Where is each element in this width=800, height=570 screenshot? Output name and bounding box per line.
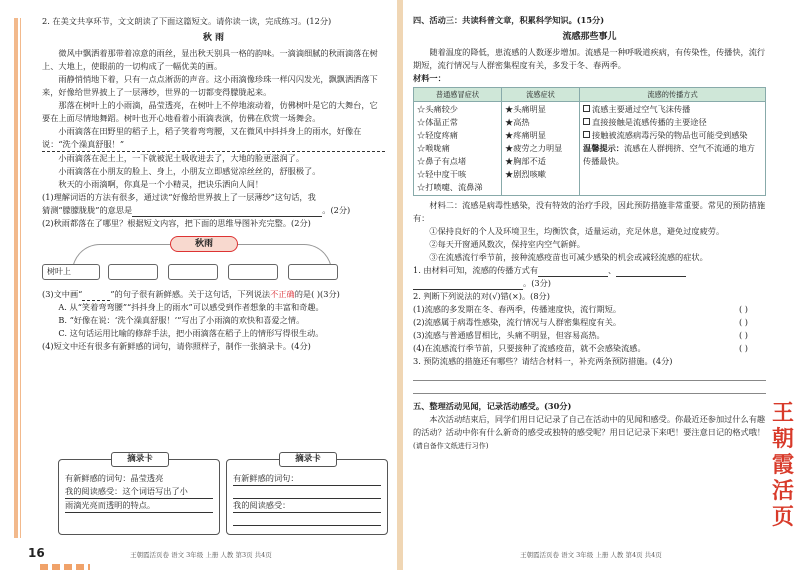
card-blank-line-3[interactable]: 我的阅读感受：: [233, 499, 381, 513]
right-page: [403, 0, 800, 570]
excerpt-card-example: [58, 454, 220, 535]
mind-map-box-4[interactable]: [228, 264, 278, 280]
measure-1: ①保持良好的个人及环境卫生，均衡饮食，适量运动，充足休息，避免过度疲劳。: [429, 226, 725, 236]
option-c[interactable]: C. 这句话运用比喻的修辞手法，把小雨滴落在稻子上的情形写得很生动。: [58, 328, 324, 338]
transmission-cell: 流感主要通过空气飞沫传播 直接接触是流感传播的主要途径 接触被流感病毒污染的物品也可能受到感染 温馨提示：流感在人群拥挤、空气不流通的地方传播最快。: [580, 102, 766, 196]
question-1-cont: 。(3分): [413, 277, 766, 290]
flu-article-title: 流感那些事儿: [562, 32, 617, 42]
right-footer: 王朝霞活页卷 语文 3年级 上册 人教 第4页 共4页: [520, 551, 662, 559]
card-blank-line-1[interactable]: 有新鲜感的词句：: [233, 472, 381, 486]
card-example-line-1: 有新鲜感的词句：晶莹透亮: [65, 473, 164, 483]
measure-3: ③在流感流行季节前，接种流感疫苗也可减少感染的机会或减轻流感的症状。: [429, 252, 708, 262]
option-b[interactable]: B. “好像在说：‘洗个澡真舒服！’”写出了小雨滴的欢快和喜爱之情。: [58, 315, 305, 325]
material-2: 材料二：流感是病毒性感染，没有特效的治疗手段，因此预防措施非常重要。常见的预防措施有：: [413, 200, 766, 223]
question-2: 2. 判断下列说法的对(√)错(×)。(8分): [413, 291, 550, 301]
page-number: 16: [28, 546, 45, 560]
paragraph-5: 小雨滴落在泥土上，一下就被泥土吸收进去了，大地的脸更滋润了。: [58, 153, 305, 163]
question-3: 3. 预防流感的措施还有哪些？请结合材料一，补充两条预防措施。(4分): [413, 356, 673, 366]
table-row: [414, 102, 766, 196]
card-blank-line-2[interactable]: [233, 486, 381, 499]
question-2-1-cont: 猜测“朦朦胧胧”的意思是 。(2分): [42, 205, 351, 215]
mind-map-box-1: 树叶上: [42, 264, 100, 280]
mind-map-box-2[interactable]: [108, 264, 158, 280]
section-5-text: 本次活动结束后，同学们用日记记录了自己在活动中的见闻和感受。你最近还参加过什么有趣的活动？活动中你有什么新奇的感受或独特的感受呢？用日记记录下来吧！要注意日记的格式哦！(请自备作文纸进行习作): [413, 414, 766, 450]
paragraph-4-marked: 小雨滴落在田野里的稻子上，稻子笑着弯弯腰，又在微风中抖抖身上的雨水，好像在说：“洗个澡真舒服！”: [42, 125, 385, 152]
flu-symptoms-cell: ★头痛明显 ★高热 ★疼痛明显 ★疲劳之力明显 ★胸部不适 ★剧烈咳嗽: [502, 102, 580, 196]
answer-blank[interactable]: [413, 280, 523, 290]
material-1-label: 材料一：: [413, 73, 446, 83]
table-header-row: [414, 88, 766, 102]
checkbox[interactable]: [583, 105, 590, 112]
flu-intro: 随着温度的降低，患流感的人数逐步增加。流感是一种呼吸道疾病，有传染性，传播快，流行期短，流行情况与人群密集程度有关，多发于冬、春两季。: [413, 47, 766, 70]
card-blank-line-4[interactable]: [233, 513, 381, 526]
measure-2: ②每天开窗通风数次，保持室内空气新鲜。: [429, 239, 585, 249]
article-title: 秋 雨: [202, 33, 225, 43]
checkbox[interactable]: [583, 118, 590, 125]
paragraph-6: 小雨滴落在小朋友的脸上、身上，小朋友立即感觉凉丝丝的，舒服极了。: [58, 166, 321, 176]
mind-map-center: 秋雨: [170, 236, 238, 252]
excerpt-card-blank: [226, 454, 388, 535]
mind-map-box-3[interactable]: [168, 264, 218, 280]
answer-lines[interactable]: [413, 368, 766, 394]
flu-table: [413, 87, 766, 196]
paragraph-3: 那落在树叶上的小雨滴，晶莹透亮，在树叶上不停地滚动着，仿佛树叶是它的大舞台，它要在上面尽情地舞蹈。树叶也开心地看着小雨滴表演，仿佛在欣赏一场舞会。: [42, 100, 378, 123]
checkbox[interactable]: [583, 131, 590, 138]
question-2-intro: 2. 在美文共享环节，文文朗读了下面这篇短文。请你读一读，完成练习。(12分): [42, 16, 332, 26]
question-2-3: (3)文中画“ ”的句子很有新鲜感。关于这句话，下列说法不正确的是( )(3分): [42, 289, 340, 299]
left-footer: 王朝霞活页卷 语文 3年级 上册 人教 第3页 共4页: [130, 551, 272, 559]
brand-stamp: 王朝霞活页: [771, 400, 794, 530]
decor-strip: [40, 564, 90, 570]
left-border-decor: [14, 18, 21, 538]
question-1: 1. 由材料可知，流感的传播方式有 、: [413, 264, 766, 277]
answer-blank[interactable]: [616, 267, 686, 277]
paragraph-7: 秋天的小雨滴啊，你真是一个小精灵，把诀乐洒向人间！: [58, 179, 264, 189]
card-example-line-2: 我的阅读感受：这个词语写出了小: [65, 485, 213, 499]
card-example-line-3: 雨滴光亮而透明的特点。: [65, 499, 213, 513]
paragraph-1: 微风中飘洒着那带着凉意的雨丝，显出秋天别具一格的韵味。一滴滴细腻的秋雨滴落在树上、大地上，使眼前的一切构成了一幅优美的画。: [42, 48, 378, 71]
table-header: 流感的传播方式: [580, 88, 766, 102]
mind-map-box-5[interactable]: [288, 264, 338, 280]
mind-map: [42, 236, 385, 284]
excerpt-card-title-2: 摘录卡: [279, 452, 337, 467]
table-header: 流感症状: [502, 88, 580, 102]
question-2-4: (4)短文中还有很多有新鲜感的词句，请你照样子，制作一张摘录卡。(4分): [42, 341, 311, 351]
judgment-4: (4)在流感流行季节前，只要接种了流感疫苗，就不会感染流感。 ( ): [413, 343, 748, 353]
section-4-title: 四、活动三：共读科普文章，积累科学知识。(15分): [413, 15, 605, 25]
answer-blank[interactable]: [538, 267, 608, 277]
question-2-2: (2)秋雨都落在了哪里？根据短文内容，把下面的思维导图补充完整。(2分): [42, 218, 311, 228]
paragraph-2: 雨静悄悄地下着，只有一点点淅沥的声音。这小雨滴像珍珠一样闪闪发光，飘飘洒洒落下来，好像给世界披上了一层薄纱，世界的一切都变得朦胧起来。: [42, 74, 378, 97]
section-5-title: 五、整理活动见闻，记录活动感受。(30分): [413, 401, 572, 411]
dotted-line-marker: [82, 291, 110, 301]
judgment-2: (2)流感属于病毒性感染，流行情况与人群密集程度有关。 ( ): [413, 317, 748, 327]
judgment-1: (1)流感的多发期在冬、春两季，传播速度快，流行期短。 ( ): [413, 304, 748, 314]
table-header: 普通感冒症状: [414, 88, 502, 102]
question-2-1: (1)理解词语的方法有很多，通过读“好像给世界披上了一层薄纱”这句话，我: [42, 192, 316, 202]
excerpt-card-title: 摘录卡: [111, 452, 169, 467]
option-a[interactable]: A. 从“笑着弯弯腰”“抖抖身上的雨水”可以感受到作者想象的丰富和奇趣。: [58, 302, 324, 312]
judgment-3: (3)流感与普通感冒相比，头痛不明显，但容易高热。 ( ): [413, 330, 748, 340]
answer-blank[interactable]: [132, 207, 322, 217]
cold-symptoms-cell: ☆头痛较少 ☆体温正常 ☆轻度疼痛 ☆喉咙痛 ☆鼻子有点堵 ☆轻中度干咳 ☆打喷嚏、流鼻涕: [414, 102, 502, 196]
